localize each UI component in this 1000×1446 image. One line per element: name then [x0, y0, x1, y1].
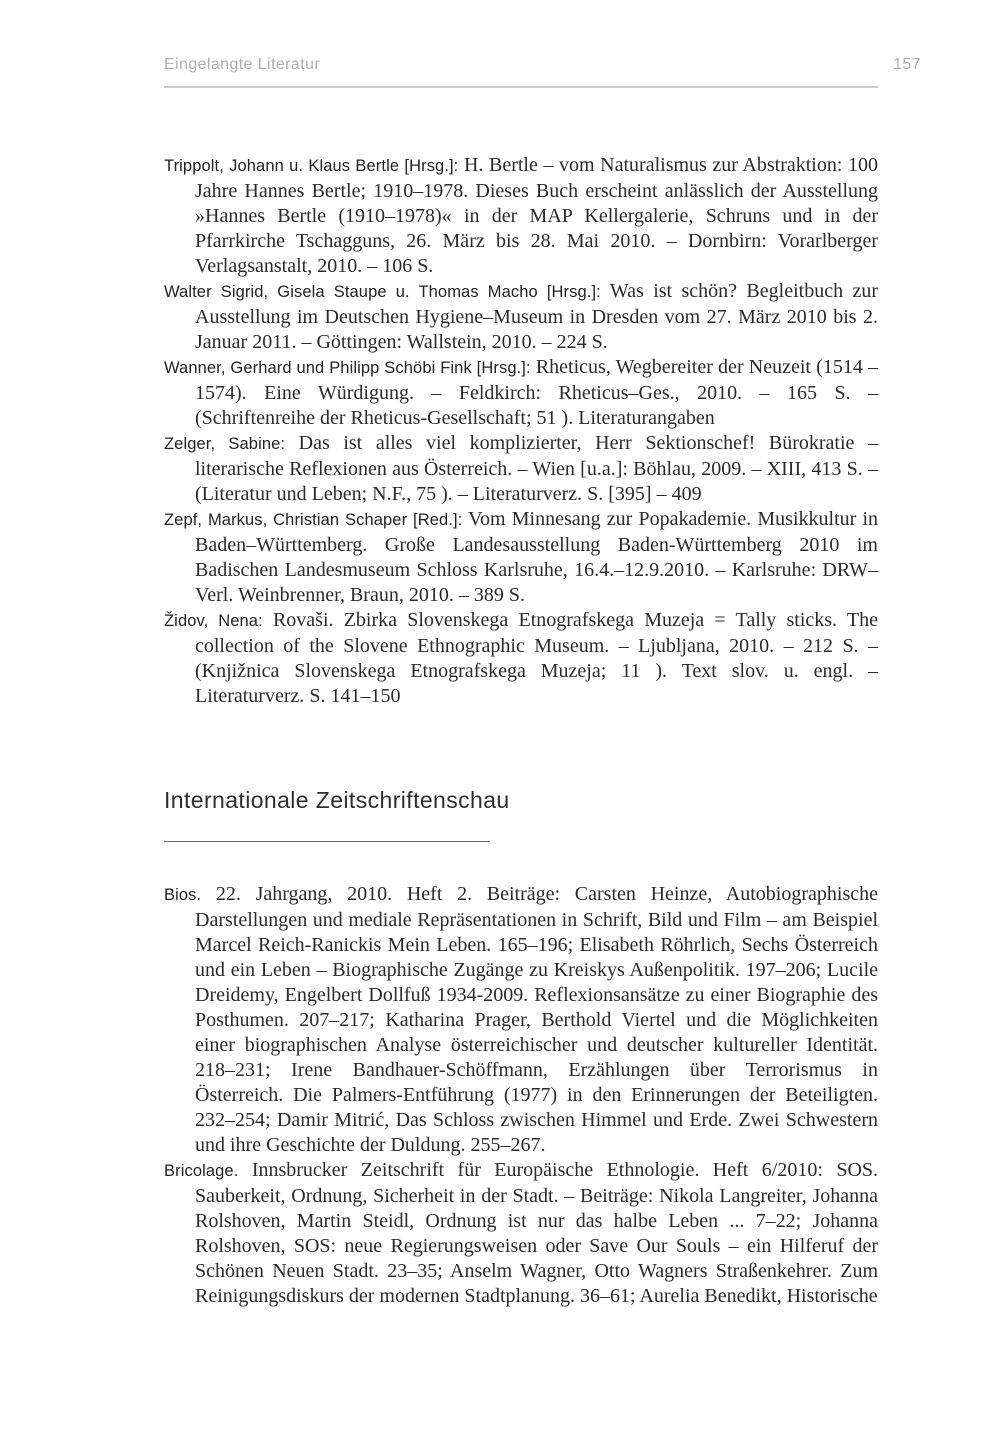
entry-text: Was ist schön? Begleitbuch zur Ausstellung im Deutschen Hygiene–Museum in Dresden vom 27. März 2010 bis 2. Januar 2011. – Göttingen: Wallstein, 2010. – 224 S. — [195, 280, 879, 353]
entry-text: H. Bertle – vom Naturalismus zur Abstraktion: 100 Jahre Hannes Bertle; 1910–1978. Dieses Buch erscheint anlässlich der Ausstellung »Hannes Bertle (1910–1978)« in der MAP Kellergalerie, Schruns und in der Pfarrkirche Tschagguns, 26. März bis 28. Mai 2010. – Dornbirn: Vorarlberger Verlagsanstalt, 2010. – 106 S. — [195, 154, 878, 277]
journal-review-list — [164, 882, 878, 1309]
entry-text: Rheticus, Wegbereiter der Neuzeit (1514 – 1574). Eine Würdigung. – Feldkirch: Rheticus–Ges., 2010. – 165 S. – (Schriftenreihe der Rheticus-Gesellschaft; 51 ). Literaturangaben — [195, 356, 879, 429]
entry-author: Zelger, Sabine: — [164, 435, 286, 453]
entry-text: 22. Jahrgang, 2010. Heft 2. Beiträge: Carsten Heinze, Autobiographische Darstellungen und mediale Repräsentationen in Schrift, Bild und Film – am Beispiel Marcel Reich-Ranickis Mein Leben. 165–196; Elisabeth Röhrlich, Sechs Österreich und ein Leben – Biographische Zugänge zu Kreiskys Außenpolitik. 197–206; Lucile Dreidemy, Engelbert Dollfuß 1934-2009. Reflexionsansätze zu einer Biographie des Posthumen. 207–217; Katharina Prager, Berthold Viertel und die Möglichkeiten einer biographischen Analyse österreichischer und deutscher kultureller Identität. 218–231; Irene Bandhauer-Schöffmann, Erzählungen über Terrorismus in Österreich. Die Palmers-Entführung (1977) in den Erinnerungen der Beteiligten. 232–254; Damir Mitrić, Das Schloss zwischen Himmel und Erde. Zwei Schwestern und ihre Geschichte der Duldung. 255–267. — [195, 883, 878, 1156]
entry-text: Innsbrucker Zeitschrift für Europäische Ethnologie. Heft 6/2010: SOS. Sauberkeit, Ordnung, Sicherheit in der Stadt. – Beiträge: Nikola Langreiter, Johanna Rolshoven, Martin Steidl, Ordnung ist nur das halbe Leben ... 7–22; Johanna Rolshoven, SOS: neue Regierungsweisen oder Save Our Souls – ein Hilferuf der Schönen Neuen Stadt. 23–35; Anselm Wagner, Otto Wagners Straßenkehrer. Zum Reinigungsdiskurs der modernen Stadtplanung. 36–61; Aurelia Benedikt, Historische — [195, 1159, 879, 1307]
section-heading-rule — [164, 841, 490, 842]
bibliography-list — [164, 153, 878, 709]
bibliography-entry — [164, 431, 878, 507]
page-number: 157 — [893, 56, 921, 73]
entry-author: Bricolage. — [164, 1162, 239, 1180]
bibliography-entry — [164, 279, 878, 355]
entry-author: Walter Sigrid, Gisela Staupe u. Thomas Macho [Hrsg.]: — [164, 283, 601, 301]
bibliography-entry — [164, 355, 878, 431]
bibliography-entry — [164, 153, 878, 279]
running-header-title: Eingelangte Literatur — [164, 56, 321, 73]
section-heading: Internationale Zeitschriftenschau — [164, 787, 510, 813]
journal-entry — [164, 882, 878, 1158]
entry-author: Trippolt, Johann u. Klaus Bertle [Hrsg.]: — [164, 157, 459, 175]
running-header — [164, 56, 921, 74]
bibliography-entry — [164, 608, 878, 709]
entry-text: Vom Minnesang zur Popakademie. Musikkultur in Baden–Württemberg. Große Landesausstellung Baden-Württemberg 2010 im Badischen Landesmuseum Schloss Karlsruhe, 16.4.–12.9.2010. – Karlsruhe: DRW–Verl. Weinbrenner, Braun, 2010. – 389 S. — [195, 508, 879, 606]
entry-text: Das ist alles viel komplizierter, Herr Sektionschef! Bürokratie – literarische Reflexionen aus Österreich. – Wien [u.a.]: Böhlau, 2009. – XIII, 413 S. – (Literatur und Leben; N.F., 75 ). – Literaturverz. S. [395] – 409 — [195, 432, 878, 505]
entry-text: Rovaši. Zbirka Slovenskega Etnografskega Muzeja = Tally sticks. The collection of the Slovene Ethnographic Museum. – Ljubljana, 2010. – 212 S. – (Knjižnica Slovenskega Etnografskega Muzeja; 11 ). Text slov. u. engl. – Literaturverz. S. 141–150 — [195, 609, 878, 707]
header-rule — [164, 86, 878, 88]
entry-author: Bios. — [164, 886, 202, 904]
journal-entry — [164, 1158, 878, 1309]
entry-author: Židov, Nena: — [164, 612, 263, 630]
entry-author: Wanner, Gerhard und Philipp Schöbi Fink [Hrsg.]: — [164, 359, 531, 377]
bibliography-entry — [164, 507, 878, 608]
entry-author: Zepf, Markus, Christian Schaper [Red.]: — [164, 511, 463, 529]
